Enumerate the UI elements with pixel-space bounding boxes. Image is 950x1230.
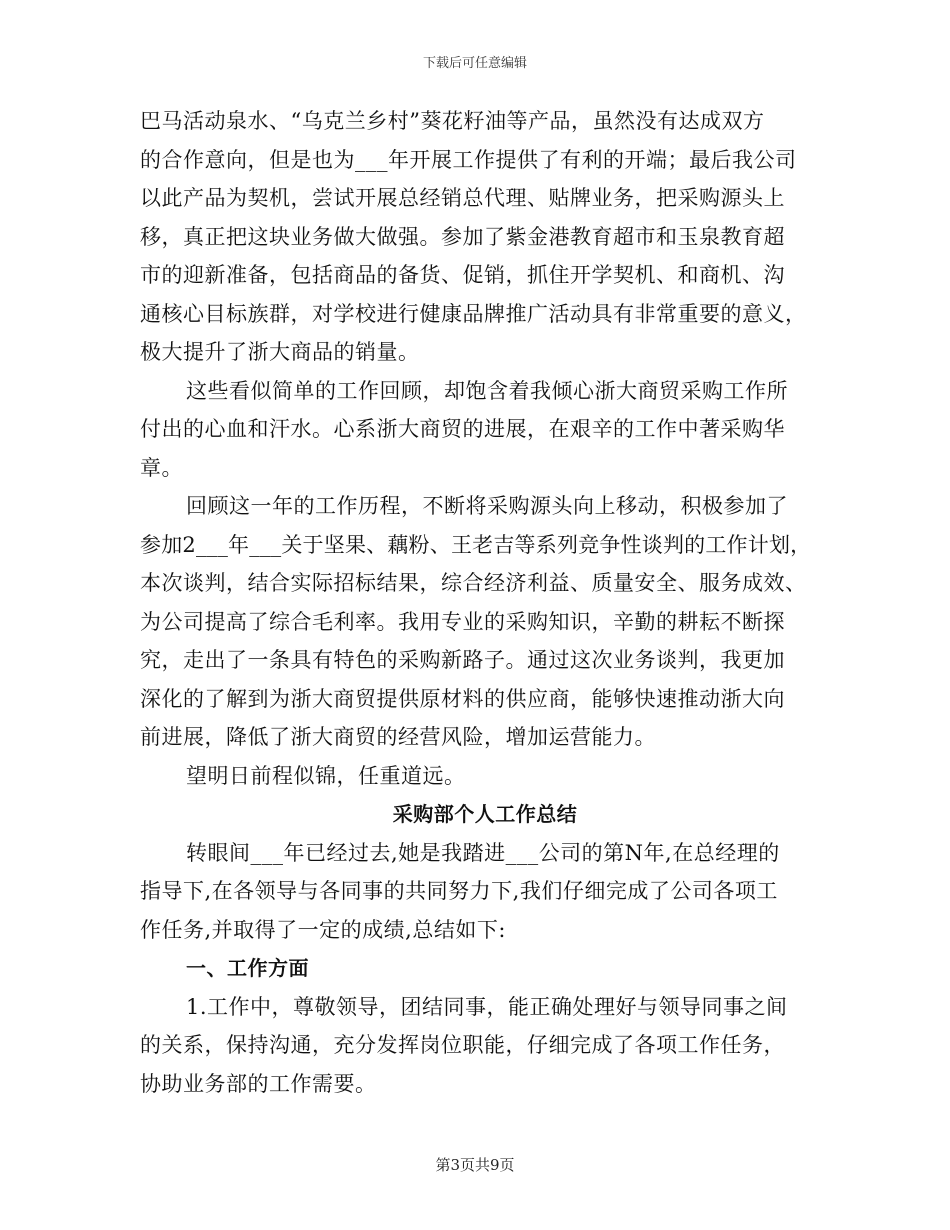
text-line: 究，走出了一条具有特色的采购新路子。通过这次业务谈判，我更加 [140,648,785,672]
text-line: 极大提升了浙大商品的销量。 [140,340,420,364]
text-line: 作任务,并取得了一定的成绩,总结如下: [140,917,506,942]
paragraph [140,372,830,488]
text-line: 巴马活动泉水、“乌克兰乡村”葵花籽油等产品，虽然没有达成双方 [140,109,765,133]
paragraph [140,988,830,1104]
text-line: 移，真正把这块业务做大做强。参加了紫金港教育超市和玉泉教育超 [140,224,785,249]
text-line: 1.工作中，尊敬领导，团结同事，能正确处理好与领导同事之间 [186,994,788,1019]
text-line: 为公司提高了综合毛利率。我用专业的采购知识，辛勤的耕耘不断探 [140,609,785,634]
paragraph [140,834,830,950]
document-body [140,102,830,1103]
text-line: 协助业务部的工作需要。 [140,1071,377,1096]
text-line: 本次谈判，结合实际招标结果，综合经济利益、质量安全、服务成效、 [140,571,807,595]
text-line: 参加2___年___关于坚果、藕粉、王老吉等系列竞争性谈判的工作计划， [140,532,812,557]
text-line: 前进展，降低了浙大商贸的经营风险，增加运营能力。 [140,725,656,749]
text-line: 付出的心血和汗水。心系浙大商贸的进展，在艰辛的工作中著采购华 [140,417,785,441]
paragraph [140,757,830,796]
section-title: 采购部个人工作总结 [392,802,578,826]
page-footer: 第3页共9页 [435,1156,515,1174]
paragraph [140,487,830,757]
text-line: 章。 [140,455,183,480]
subheading: 一、工作方面 [186,956,309,980]
text-line: 转眼间___年已经过去,她是我踏进___公司的第N年,在总经理的 [186,840,780,865]
page-header: 下载后可任意编辑 [422,56,527,71]
text-line: 以此产品为契机，尝试开展总经销总代理、贴牌业务，把采购源头上 [140,186,785,210]
text-line: 市的迎新准备，包括商品的备货、促销，抓住开学契机、和商机、沟 [140,263,785,287]
text-line: 这些看似简单的工作回顾，却饱含着我倾心浙大商贸采购工作所 [186,378,788,403]
text-line: 望明日前程似锦，任重道远。 [186,763,466,788]
text-line: 的关系，保持沟通，充分发挥岗位职能，仔细完成了各项工作任务， [140,1033,785,1057]
text-line: 指导下,在各领导与各同事的共同努力下,我们仔细完成了公司各项工 [140,879,778,903]
text-line: 深化的了解到为浙大商贸提供原材料的供应商，能够快速推动浙大向 [140,686,785,711]
paragraph [140,102,830,372]
text-line: 通核心目标族群，对学校进行健康品牌推广活动具有非常重要的意义， [140,301,807,326]
text-line: 的合作意向，但是也为___年开展工作提供了有利的开端；最后我公司 [140,147,797,172]
text-line: 回顾这一年的工作历程，不断将采购源头向上移动，积极参加了 [186,494,788,518]
